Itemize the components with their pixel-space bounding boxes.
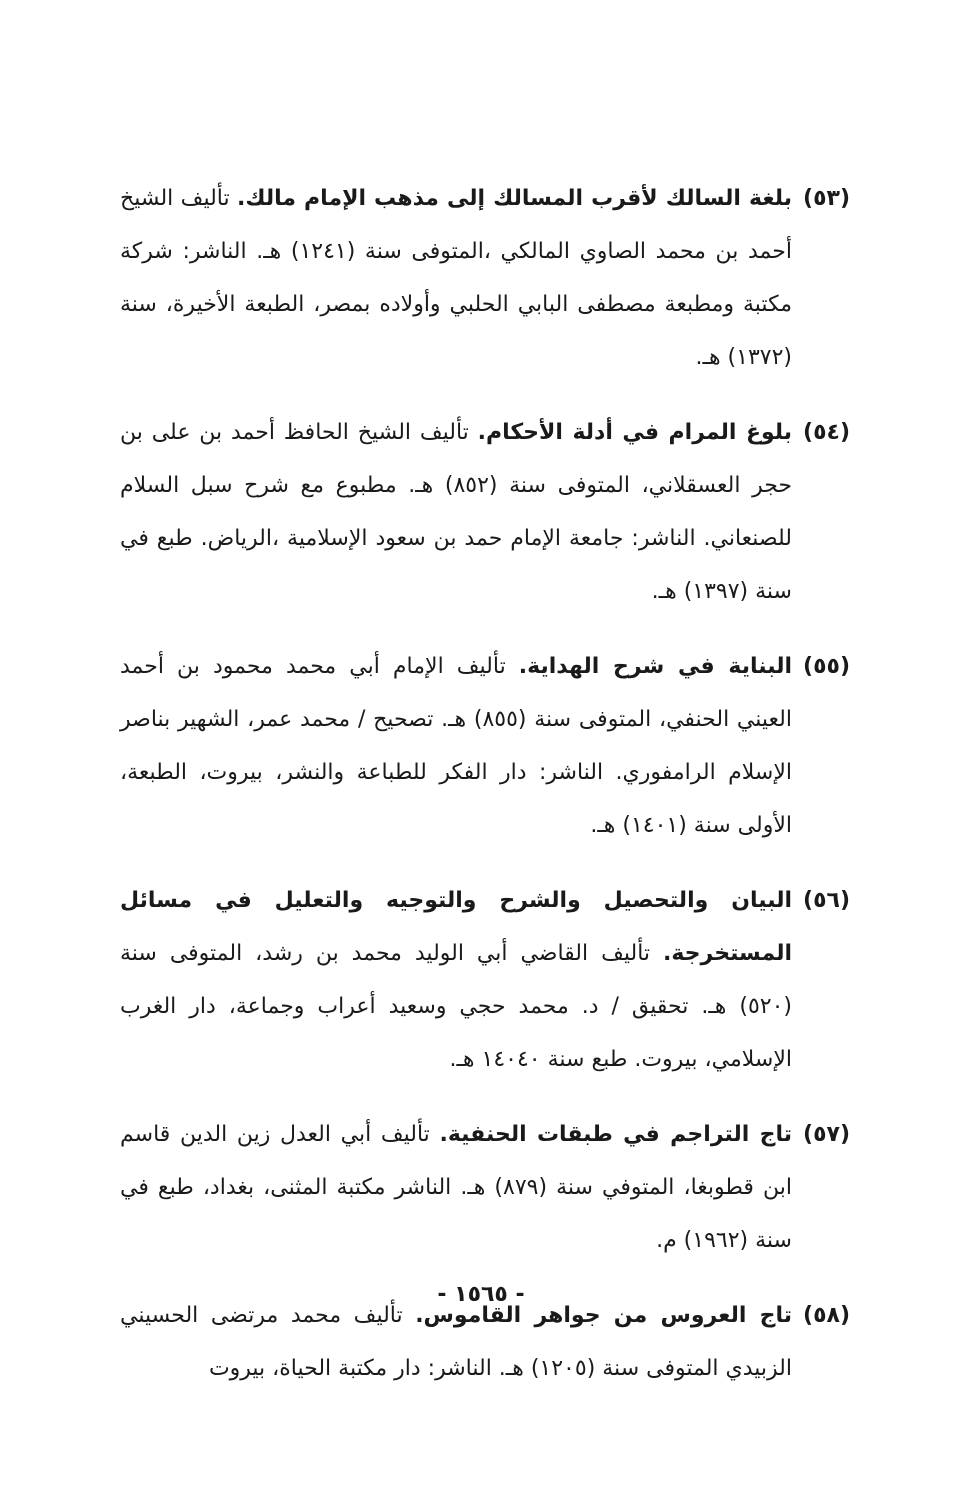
bibliography-list (120, 172, 850, 1417)
entry-title: تاج التراجم في طبقات الحنفية. (439, 1122, 792, 1147)
entry-number: (٥٣) (803, 186, 850, 211)
entry-text: تأليف أبي العدل زين الدين قاسم ابن قطوبغا، المتوفي سنة (٨٧٩) هـ. الناشر مكتبة المثنى، بغداد، طبع في سنة (١٩٦٢) م. (120, 1122, 792, 1253)
entry-text: تأليف محمد مرتضى الحسيني الزبيدي المتوفى سنة (١٢٠٥) هـ. الناشر: دار مكتبة الحياة، بيروت (120, 1303, 792, 1381)
bibliography-entry-53 (120, 172, 850, 384)
entry-body (120, 874, 792, 1086)
entry-body (120, 172, 792, 384)
bibliography-entry-56 (120, 874, 850, 1086)
entry-number: (٥٧) (803, 1122, 850, 1147)
entry-title: بلغة السالك لأقرب المسالك إلى مذهب الإمام مالك. (237, 186, 792, 211)
entry-text: تأليف القاضي أبي الوليد محمد بن رشد، المتوفى سنة (٥٢٠) هـ. تحقيق / د. محمد حجي وسعيد أعراب وجماعة، دار الغرب الإسلامي، بيروت. طبع سنة ١٤٠٤٠ هـ. (120, 941, 792, 1072)
bibliography-entry-55 (120, 640, 850, 852)
entry-text: تأليف الشيخ الحافظ أحمد بن على بن حجر العسقلاني، المتوفى سنة (٨٥٢) هـ. مطبوع مع شرح سبل السلام للصنعاني. الناشر: جامعة الإمام حمد بن سعود الإسلامية ،الرياض. طبع في سنة (١٣٩٧) هـ. (120, 420, 793, 604)
page-number: - ١٥٦٥ - (437, 1282, 525, 1307)
entry-text: تأليف الشيخ أحمد بن محمد الصاوي المالكي ،المتوفى سنة (١٢٤١) هـ. الناشر: شركة مكتبة ومطبعة مصطفى البابي الحلبي وأولاده بمصر، الطبعة الأخيرة، سنة (١٣٧٢) هـ. (120, 186, 792, 370)
entry-body (120, 640, 792, 852)
entry-body (120, 1108, 792, 1267)
entry-body (120, 406, 792, 618)
bibliography-entry-57 (120, 1108, 850, 1267)
bibliography-entry-54 (120, 406, 850, 618)
entry-title: البيان والتحصيل والشرح والتوجيه والتعليل في مسائل المستخرجة. (120, 888, 792, 966)
entry-title: بلوغ المرام في أدلة الأحكام. (477, 420, 793, 445)
entry-title: تاج العروس من جواهر القاموس. (415, 1303, 793, 1328)
entry-number: (٥٦) (803, 888, 850, 913)
entry-number: (٥٨) (803, 1303, 850, 1328)
entry-title: البناية في شرح الهداية. (518, 654, 793, 679)
entry-number: (٥٤) (803, 420, 850, 445)
entry-number: (٥٥) (803, 654, 850, 679)
entry-text: تأليف الإمام أبي محمد محمود بن أحمد العيني الحنفي، المتوفى سنة (٨٥٥) هـ. تصحيح / محمد عمر، الشهير بناصر الإسلام الرامفوري. الناشر: دار الفكر للطباعة والنشر، بيروت، الطبعة، الأولى سنة (١٤٠١) هـ. (120, 654, 792, 838)
